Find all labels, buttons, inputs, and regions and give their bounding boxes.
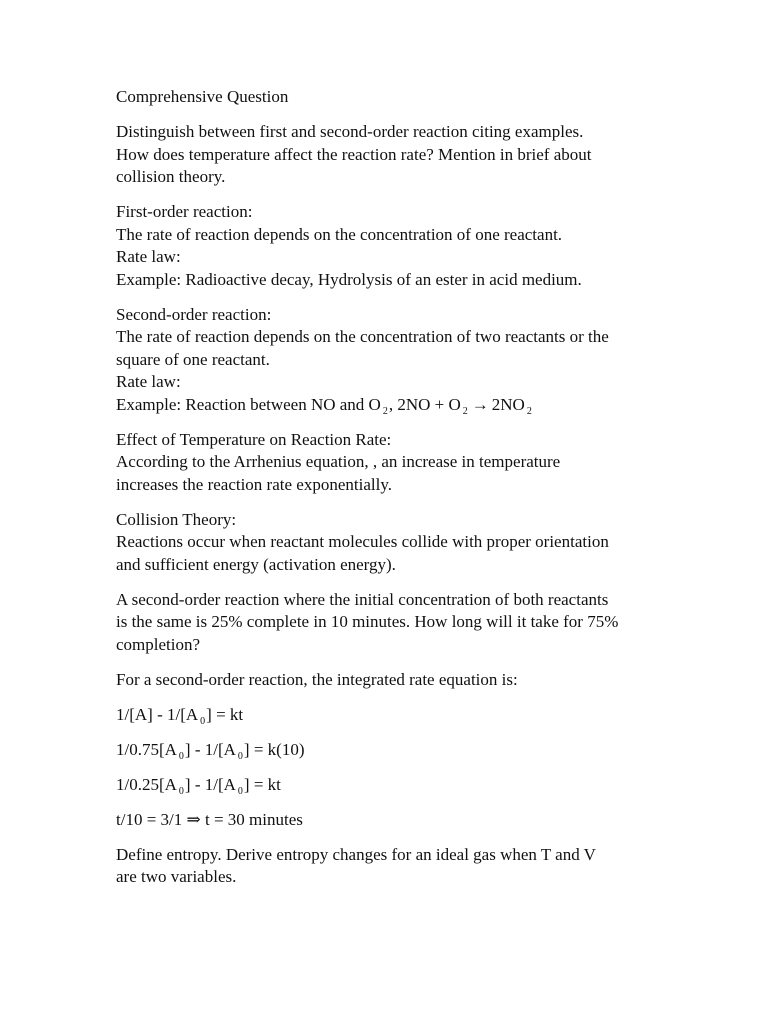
question-2-line: completion? <box>116 634 201 654</box>
equation-3 <box>116 774 661 797</box>
equation-line <box>116 739 661 762</box>
second-order-rate-law: Rate law: <box>116 372 181 391</box>
collision-title: Collision Theory: <box>116 509 237 529</box>
question-3-line: are two variables. <box>116 867 237 886</box>
equation-text: 1/0.25[A <box>116 774 177 794</box>
second-order-description: square of one reactant. <box>116 349 270 369</box>
question-2-line: A second-order reaction where the initial concentration of both reactants <box>116 589 609 609</box>
reaction-arrow: → <box>471 394 489 414</box>
equation-text: ] - 1/[A <box>184 774 236 794</box>
example-text: Example: Reaction between NO and O <box>116 394 381 414</box>
heading-text: Comprehensive Question <box>116 87 289 106</box>
temperature-title: Effect of Temperature on Reaction Rate: <box>116 429 392 449</box>
subscript: 0 <box>200 715 206 727</box>
second-order-title: Second-order reaction: <box>116 304 272 324</box>
solution-intro-text: For a second-order reaction, the integrated rate equation is: <box>116 669 518 689</box>
subscript: 2 <box>526 405 532 417</box>
question-3 <box>116 844 661 889</box>
question-1-line: How does temperature affect the reaction rate? Mention in brief about <box>116 144 592 164</box>
first-order-section <box>116 201 661 291</box>
result-text: t/10 = 3/1 ⇒ t = 30 minutes <box>116 809 303 829</box>
question-2 <box>116 589 661 657</box>
equation-text: ] = kt <box>243 774 281 794</box>
temperature-section <box>116 429 661 497</box>
subscript: 0 <box>237 750 243 762</box>
equation-text: ] = k(10) <box>243 739 305 759</box>
second-order-description: The rate of reaction depends on the concentration of two reactants or the <box>116 327 609 346</box>
equation-text: ] = kt <box>206 704 244 724</box>
first-order-title: First-order reaction: <box>116 202 253 221</box>
equation-1 <box>116 704 661 727</box>
second-order-example <box>116 394 661 417</box>
subscript: 2 <box>382 405 388 417</box>
first-order-rate-law: Rate law: <box>116 247 181 266</box>
question-3-line: Define entropy. Derive entropy changes for an ideal gas when T and V <box>116 844 596 864</box>
solution-intro <box>116 669 661 692</box>
collision-text: Reactions occur when reactant molecules collide with proper orientation <box>116 532 609 551</box>
example-text: , 2NO + O <box>388 394 461 414</box>
subscript: 0 <box>178 785 184 797</box>
subscript: 0 <box>237 785 243 797</box>
temperature-text: increases the reaction rate exponentially. <box>116 474 392 494</box>
equation-line <box>116 704 661 727</box>
equation-text: 1/[A] - 1/[A <box>116 704 199 724</box>
question-2-line: is the same is 25% complete in 10 minutes. How long will it take for 75% <box>116 612 619 631</box>
collision-section <box>116 509 661 577</box>
subscript: 2 <box>462 405 468 417</box>
collision-text: and sufficient energy (activation energy). <box>116 554 396 574</box>
question-1-line: Distinguish between first and second-order reaction citing examples. <box>116 122 584 141</box>
equation-text: 1/0.75[A <box>116 739 177 759</box>
subscript: 0 <box>178 750 184 762</box>
temperature-text: According to the Arrhenius equation, , an increase in temperature <box>116 452 561 471</box>
heading <box>116 86 661 109</box>
first-order-description: The rate of reaction depends on the concentration of one reactant. <box>116 224 563 244</box>
question-1-line: collision theory. <box>116 167 226 186</box>
equation-line <box>116 774 661 797</box>
result <box>116 809 661 832</box>
example-text: 2NO <box>491 394 525 414</box>
document-page <box>116 86 661 901</box>
question-1 <box>116 121 661 189</box>
equation-text: ] - 1/[A <box>184 739 236 759</box>
first-order-example: Example: Radioactive decay, Hydrolysis of an ester in acid medium. <box>116 269 582 289</box>
second-order-section <box>116 304 661 417</box>
equation-2 <box>116 739 661 762</box>
